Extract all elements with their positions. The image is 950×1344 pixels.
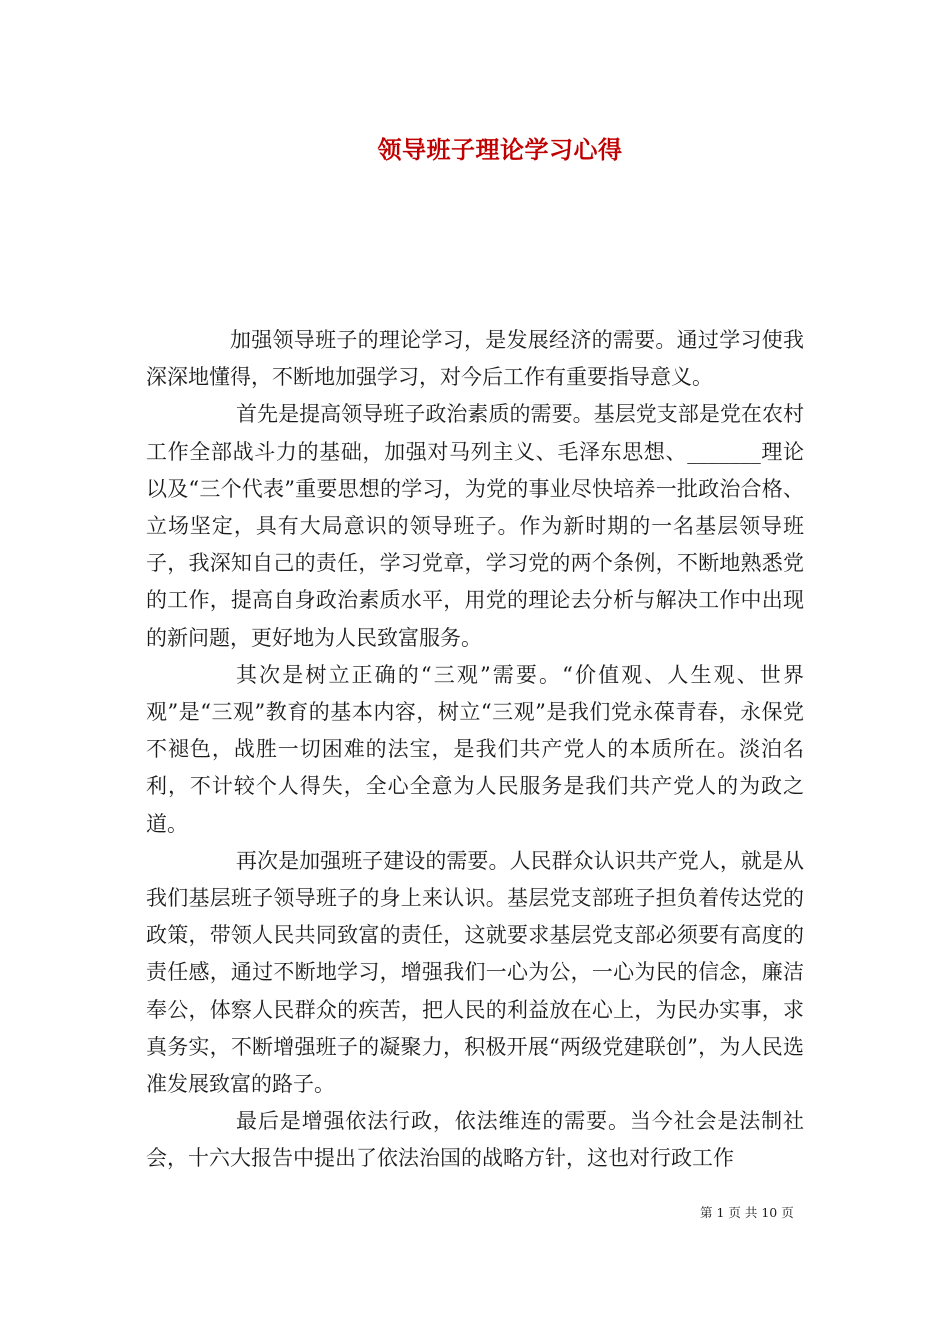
paragraph-third-point: 再次是加强班子建设的需要。人民群众认识共产党人，就是从我们基层班子领导班子的身上来认识。基层党支部班子担负着传达党的政策，带领人民共同致富的责任，这就要求基层党支部必须要有高度的责任感，通过不断地学习，增强我们一心为公，一心为民的信念，廉洁奉公，体察人民群众的疾苦，把人民的利益放在心上，为民办实事，求真务实，不断增强班子的凝聚力，积极开展“两级党建联创”，为人民选准发展致富的路子。 (146, 848, 804, 1097)
page-number-footer: 第 1 页 共 10 页 (700, 1205, 794, 1220)
paragraph-first-point: 首先是提高领导班子政治素质的需要。基层党支部是党在农村工作全部战斗力的基础，加强对马列主义、毛泽东思想、_______理论以及“三个代表”重要思想的学习，为党的事业尽快培养一批政治合格、立场坚定，具有大局意识的领导班子。作为新时期的一名基层领导班子，我深知自己的责任，学习党章，学习党的两个条例，不断地熟悉党的工作，提高自身政治素质水平，用党的理论去分析与解决工作中出现的新问题，更好地为人民致富服务。 (146, 402, 804, 650)
document-title: 领导班子理论学习心得 (377, 135, 623, 164)
paragraph-second-point: 其次是树立正确的“三观”需要。“价值观、人生观、世界观”是“三观”教育的基本内容，树立“三观”是我们党永葆青春，永保党不褪色，战胜一切困难的法宝，是我们共产党人的本质所在。淡泊名利，不计较个人得失，全心全意为人民服务是我们共产党人的为政之道。 (146, 662, 804, 836)
document-body (146, 322, 804, 1178)
paragraph-intro: 加强领导班子的理论学习，是发展经济的需要。通过学习使我深深地懂得，不断地加强学习，对今后工作有重要指导意义。 (146, 328, 804, 390)
paragraph-last-point: 最后是增强依法行政，依法维连的需要。当今社会是法制社会，十六大报告中提出了依法治国的战略方针，这也对行政工作 (146, 1109, 804, 1171)
